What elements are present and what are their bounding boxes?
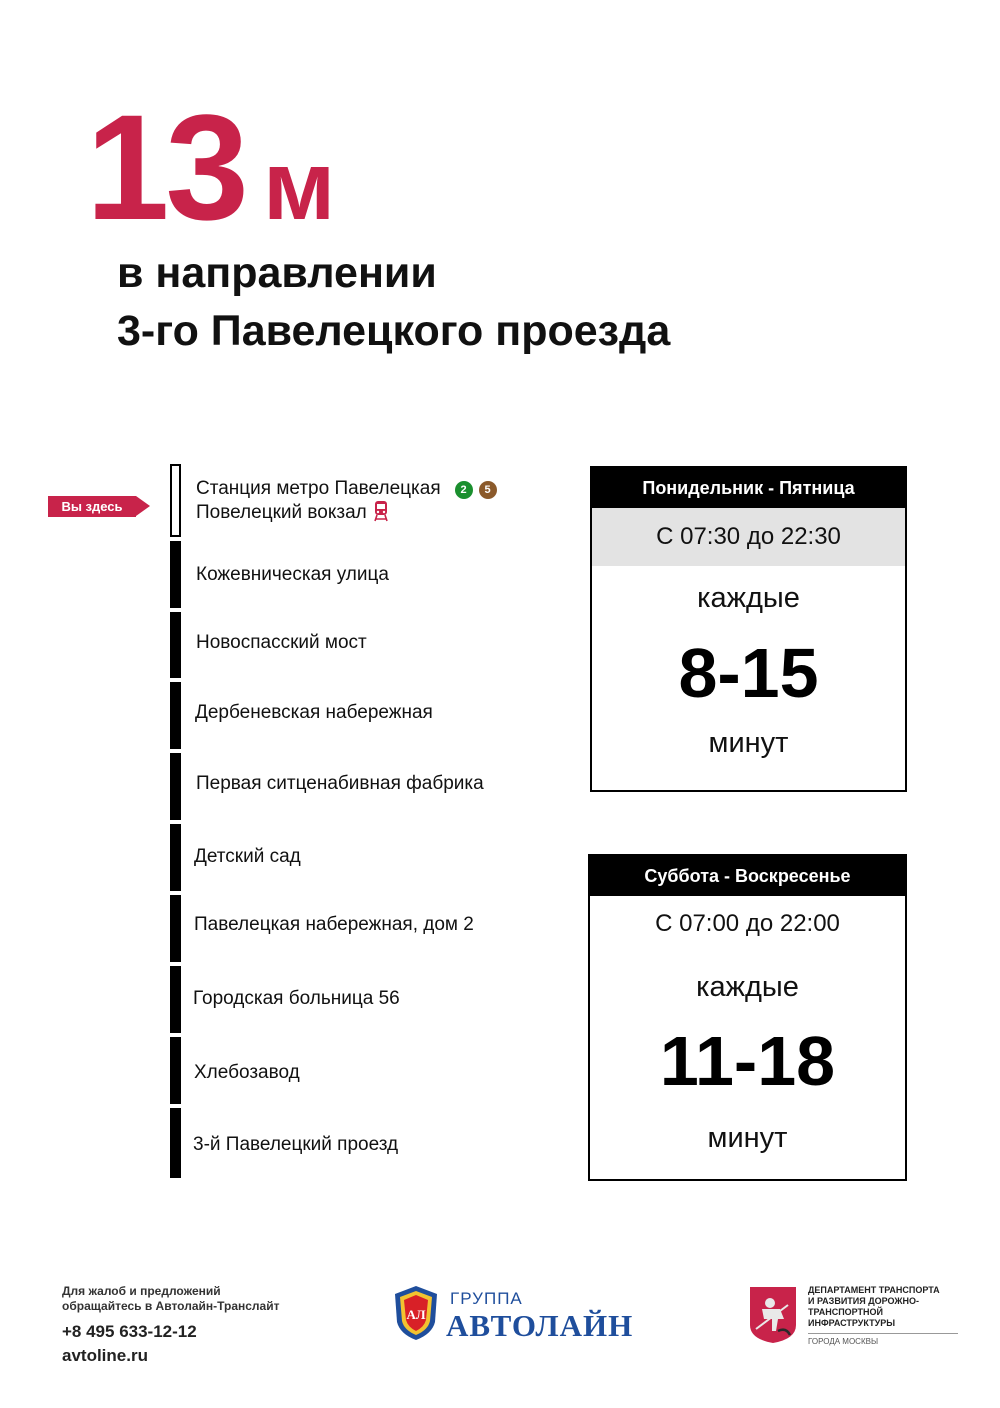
route-line-segment bbox=[170, 1037, 181, 1104]
route-direction bbox=[117, 244, 670, 360]
moscow-coat-of-arms-icon bbox=[748, 1285, 798, 1345]
schedule-unit: минут bbox=[708, 727, 789, 759]
route-line-current-segment bbox=[170, 464, 181, 537]
schedule-days: Суббота - Воскресенье bbox=[590, 856, 905, 896]
direction-line-1: в направлении bbox=[117, 249, 437, 297]
footer-contact bbox=[62, 1284, 279, 1366]
you-are-here-marker bbox=[48, 496, 151, 517]
metro-line-5-badge: 5 bbox=[479, 481, 497, 499]
stop-name: Городская больница 56 bbox=[193, 988, 400, 1009]
stop-current-line-1 bbox=[196, 478, 497, 500]
schedule-every-label: каждые bbox=[697, 582, 800, 614]
schedule-days: Понидельник - Пятница bbox=[592, 468, 905, 508]
brand-group-label: ГРУППА bbox=[450, 1289, 523, 1308]
department-line: ИНФРАСТРУКТУРЫ bbox=[808, 1318, 896, 1328]
department-line: ТРАНСПОРТНОЙ bbox=[808, 1307, 884, 1317]
avtoline-shield-icon bbox=[392, 1284, 440, 1342]
brand-name: АВТОЛАЙН bbox=[446, 1308, 634, 1343]
schedule-interval: 8-15 bbox=[678, 634, 819, 712]
stop-name: Хлебозавод bbox=[194, 1062, 300, 1083]
route-line-segment bbox=[170, 682, 181, 749]
you-are-here-arrow-icon bbox=[136, 496, 150, 516]
route-line-segment bbox=[170, 824, 181, 891]
stop-name: Станция метро Павелецкая bbox=[196, 478, 441, 499]
route-line-segment bbox=[170, 753, 181, 820]
department-city: ГОРОДА МОСКВЫ bbox=[808, 1333, 958, 1346]
stop-name: Детский сад bbox=[194, 846, 301, 867]
route-line-segment bbox=[170, 1108, 181, 1178]
shield-monogram: АЛ bbox=[406, 1307, 426, 1322]
schedule-unit: минут bbox=[707, 1122, 788, 1154]
train-icon bbox=[373, 500, 389, 528]
stop-station-name: Повелецкий вокзал bbox=[196, 502, 367, 523]
stop-current-line-2 bbox=[196, 500, 497, 528]
you-are-here-label: Вы здесь bbox=[48, 496, 136, 517]
route-number-digits: 13 bbox=[86, 83, 245, 251]
department-line: ДЕПАРТАМЕНТ ТРАНСПОРТА bbox=[808, 1285, 940, 1295]
contact-text-line-1: Для жалоб и предложений bbox=[62, 1284, 221, 1298]
route-line-segment bbox=[170, 612, 181, 678]
stop-name: Павелецкая набережная, дом 2 bbox=[194, 914, 474, 935]
route-line-segment bbox=[170, 895, 181, 962]
route-number-suffix: м bbox=[262, 130, 336, 240]
department-text bbox=[808, 1285, 958, 1346]
schedule-weekends bbox=[588, 854, 907, 1181]
contact-text-line-2: обращайтесь в Автолайн-Транслайт bbox=[62, 1299, 280, 1313]
schedule-hours: С 07:30 до 22:30 bbox=[592, 508, 905, 566]
department-line: И РАЗВИТИЯ ДОРОЖНО- bbox=[808, 1296, 920, 1306]
stop-name: Новоспасский мост bbox=[196, 632, 367, 653]
contact-website: avtoline.ru bbox=[62, 1346, 148, 1365]
direction-line-2: 3-го Павелецкого проезда bbox=[117, 307, 671, 355]
stop-name: Кожевническая улица bbox=[196, 564, 389, 585]
metro-line-2-badge: 2 bbox=[455, 481, 473, 499]
stop-name: Первая ситценабивная фабрика bbox=[196, 773, 484, 794]
route-line-segment bbox=[170, 541, 181, 608]
stop-name: 3-й Павелецкий проезд bbox=[193, 1134, 399, 1155]
route-number bbox=[86, 83, 336, 251]
stop-current bbox=[196, 478, 497, 528]
department-logo bbox=[748, 1285, 940, 1350]
brand-logo bbox=[392, 1284, 634, 1347]
contact-phone: +8 495 633-12-12 bbox=[62, 1322, 197, 1341]
schedule-every-label: каждые bbox=[696, 971, 799, 1003]
stop-name: Дербеневская набережная bbox=[195, 702, 433, 723]
schedule-weekdays bbox=[590, 466, 907, 792]
route-line-segment bbox=[170, 966, 181, 1033]
schedule-interval: 11-18 bbox=[659, 1022, 836, 1100]
schedule-hours: С 07:00 до 22:00 bbox=[655, 910, 840, 937]
